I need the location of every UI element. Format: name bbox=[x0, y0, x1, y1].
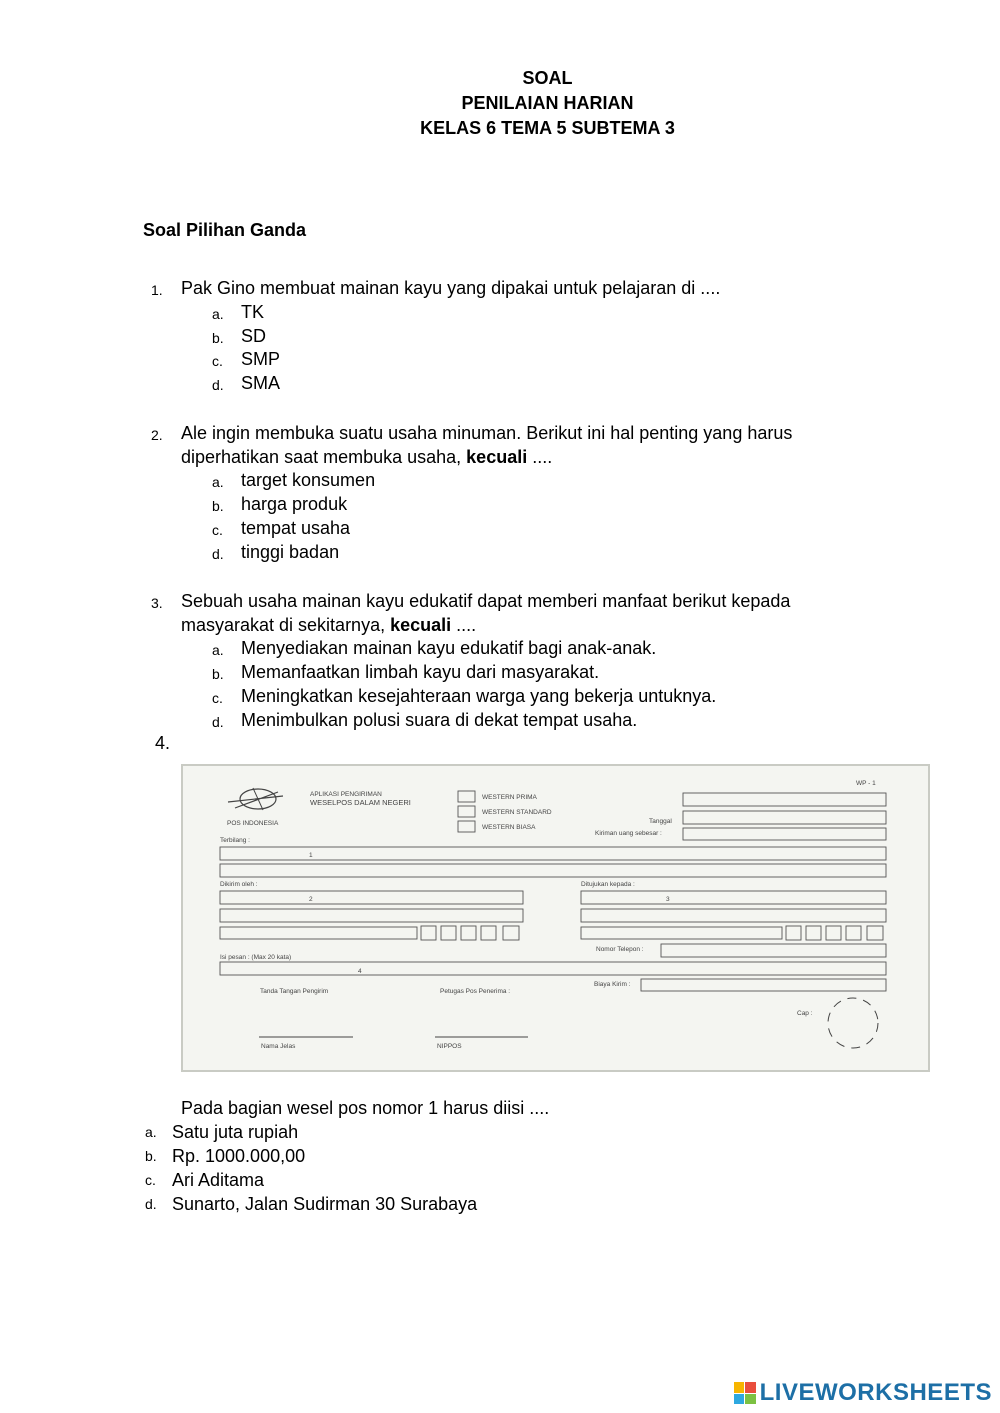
option-biasa: WESTERN BIASA bbox=[482, 824, 536, 831]
option-letter: c. bbox=[145, 1172, 156, 1188]
label-biaya-kirim: Biaya Kirim : bbox=[594, 981, 631, 988]
option-letter: c. bbox=[212, 690, 223, 706]
terbilang-box-2 bbox=[220, 864, 886, 877]
option-c[interactable] bbox=[0, 516, 1000, 540]
option-letter: c. bbox=[212, 353, 223, 369]
question-text-line2: diperhatikan saat membuka usaha, bbox=[181, 447, 467, 467]
header-subtitle: PENILAIAN HARIAN bbox=[461, 93, 634, 113]
option-a[interactable] bbox=[0, 468, 1000, 492]
option-a[interactable] bbox=[0, 300, 1000, 324]
checkbox-biasa bbox=[458, 821, 475, 832]
option-letter: b. bbox=[212, 498, 224, 514]
pesan-box bbox=[220, 962, 886, 975]
brand-text: POS INDONESIA bbox=[227, 820, 279, 827]
receiver-box-2 bbox=[581, 909, 886, 922]
field-number-2: 2 bbox=[309, 896, 313, 903]
question-emphasis: kecuali bbox=[466, 447, 528, 467]
question-number: 4. bbox=[155, 733, 171, 753]
label-ttd: Tanda Tangan Pengirim bbox=[260, 988, 329, 995]
code-box bbox=[461, 926, 476, 940]
option-a[interactable] bbox=[0, 636, 1000, 660]
form-code: WP - 1 bbox=[856, 780, 876, 787]
option-prima: WESTERN PRIMA bbox=[482, 794, 537, 801]
code-box bbox=[786, 926, 801, 940]
option-text: TK bbox=[241, 302, 265, 322]
kiriman-box bbox=[683, 828, 886, 840]
option-text: Ari Aditama bbox=[172, 1170, 265, 1190]
option-text: harga produk bbox=[241, 494, 348, 514]
option-b[interactable] bbox=[0, 660, 1000, 684]
checkbox-standard bbox=[458, 806, 475, 817]
code-box bbox=[867, 926, 883, 940]
option-letter: a. bbox=[212, 474, 224, 490]
option-text: Menyediakan mainan kayu edukatif bagi anak-anak. bbox=[241, 638, 657, 658]
question-text: Pak Gino membuat mainan kayu yang dipakai untuk pelajaran di .... bbox=[181, 278, 721, 298]
question-text-line2: masyarakat di sekitarnya, bbox=[181, 615, 391, 635]
date-top-box bbox=[683, 793, 886, 806]
option-letter: d. bbox=[145, 1196, 157, 1212]
option-text: tinggi badan bbox=[241, 542, 340, 562]
label-cap: Cap : bbox=[797, 1010, 813, 1017]
code-box bbox=[503, 926, 519, 940]
option-text: Sunarto, Jalan Sudirman 30 Surabaya bbox=[172, 1194, 478, 1214]
option-text: SMP bbox=[241, 349, 281, 369]
option-text: Meningkatkan kesejahteraan warga yang bekerja untuknya. bbox=[241, 686, 717, 706]
option-b[interactable] bbox=[0, 492, 1000, 516]
code-box bbox=[441, 926, 456, 940]
option-text: Menimbulkan polusi suara di dekat tempat usaha. bbox=[241, 710, 638, 730]
option-letter: d. bbox=[212, 714, 224, 730]
label-dikirim: Dikirim oleh : bbox=[220, 881, 258, 888]
option-letter: b. bbox=[212, 330, 224, 346]
document-header bbox=[0, 66, 1000, 141]
option-d[interactable] bbox=[0, 708, 1000, 732]
terbilang-box-1 bbox=[220, 847, 886, 860]
option-letter: d. bbox=[212, 546, 224, 562]
question-text-line1: Sebuah usaha mainan kayu edukatif dapat memberi manfaat berikut kepada bbox=[181, 591, 791, 611]
option-text: Satu juta rupiah bbox=[172, 1122, 299, 1142]
option-standard: WESTERN STANDARD bbox=[482, 809, 552, 816]
header-title: SOAL bbox=[522, 68, 573, 88]
question-text-end: .... bbox=[451, 615, 477, 635]
field-number-4: 4 bbox=[358, 968, 362, 975]
option-letter: c. bbox=[212, 522, 223, 538]
stamp-circle bbox=[828, 998, 878, 1048]
checkbox-prima bbox=[458, 791, 475, 802]
option-d[interactable] bbox=[0, 540, 1000, 564]
label-petugas: Petugas Pos Penerima : bbox=[440, 988, 511, 995]
telepon-box bbox=[661, 944, 886, 957]
option-c[interactable] bbox=[0, 684, 1000, 708]
question-text-end: .... bbox=[527, 447, 553, 467]
option-letter: a. bbox=[212, 306, 224, 322]
label-nama-jelas: Nama Jelas bbox=[261, 1043, 296, 1050]
liveworksheets-footer[interactable] bbox=[734, 1378, 992, 1408]
code-box bbox=[826, 926, 841, 940]
wesel-pos-form-image bbox=[181, 764, 930, 1072]
wesel-pos-form bbox=[183, 766, 928, 1070]
sender-box-1 bbox=[220, 891, 523, 904]
app-title-2: WESELPOS DALAM NEGERI bbox=[310, 798, 411, 807]
label-ditujukan: Ditujukan kepada : bbox=[581, 881, 635, 888]
tanggal-box bbox=[683, 811, 886, 824]
code-box bbox=[481, 926, 496, 940]
label-tanggal: Tanggal bbox=[649, 818, 672, 825]
option-text: SD bbox=[241, 326, 267, 346]
code-box bbox=[846, 926, 861, 940]
option-letter: a. bbox=[145, 1124, 157, 1140]
sender-box-3 bbox=[220, 927, 417, 939]
label-nippos: NIPPOS bbox=[437, 1043, 462, 1050]
field-number-1: 1 bbox=[309, 852, 313, 859]
option-letter: a. bbox=[212, 642, 224, 658]
question-emphasis: kecuali bbox=[390, 615, 452, 635]
option-d[interactable] bbox=[0, 371, 1000, 395]
option-letter: b. bbox=[212, 666, 224, 682]
question-text-line1: Ale ingin membuka suatu usaha minuman. Berikut ini hal penting yang harus bbox=[181, 423, 793, 443]
header-class: KELAS 6 TEMA 5 SUBTEMA 3 bbox=[420, 118, 675, 138]
sender-box-2 bbox=[220, 909, 523, 922]
label-nomor-telepon: Nomor Telepon : bbox=[596, 946, 644, 953]
question-number: 1. bbox=[151, 282, 163, 298]
option-c[interactable] bbox=[0, 347, 1000, 371]
option-text: Memanfaatkan limbah kayu dari masyarakat. bbox=[241, 662, 600, 682]
question-text: Pada bagian wesel pos nomor 1 harus diisi .... bbox=[181, 1098, 550, 1118]
option-text: target konsumen bbox=[241, 470, 376, 490]
code-box bbox=[421, 926, 436, 940]
label-isi-pesan: Isi pesan : (Max 20 kata) bbox=[220, 954, 292, 961]
option-letter: b. bbox=[145, 1148, 157, 1164]
liveworksheets-logo-icon bbox=[734, 1382, 756, 1404]
section-title: Soal Pilihan Ganda bbox=[143, 220, 307, 240]
receiver-box-1 bbox=[581, 891, 886, 904]
option-letter: d. bbox=[212, 377, 224, 393]
option-b[interactable] bbox=[0, 324, 1000, 348]
question-number: 3. bbox=[151, 595, 163, 611]
code-box bbox=[806, 926, 821, 940]
label-kiriman: Kiriman uang sebesar : bbox=[595, 830, 662, 837]
option-text: tempat usaha bbox=[241, 518, 351, 538]
label-terbilang: Terbilang : bbox=[220, 837, 250, 844]
pos-indonesia-logo bbox=[228, 788, 283, 810]
app-title-1: APLIKASI PENGIRIMAN bbox=[310, 791, 382, 798]
option-text: SMA bbox=[241, 373, 281, 393]
biaya-box bbox=[641, 979, 886, 991]
field-number-3: 3 bbox=[666, 896, 670, 903]
question-number: 2. bbox=[151, 427, 163, 443]
receiver-box-3 bbox=[581, 927, 782, 939]
liveworksheets-brand: LIVEWORKSHEETS bbox=[759, 1379, 992, 1406]
option-text: Rp. 1000.000,00 bbox=[172, 1146, 306, 1166]
